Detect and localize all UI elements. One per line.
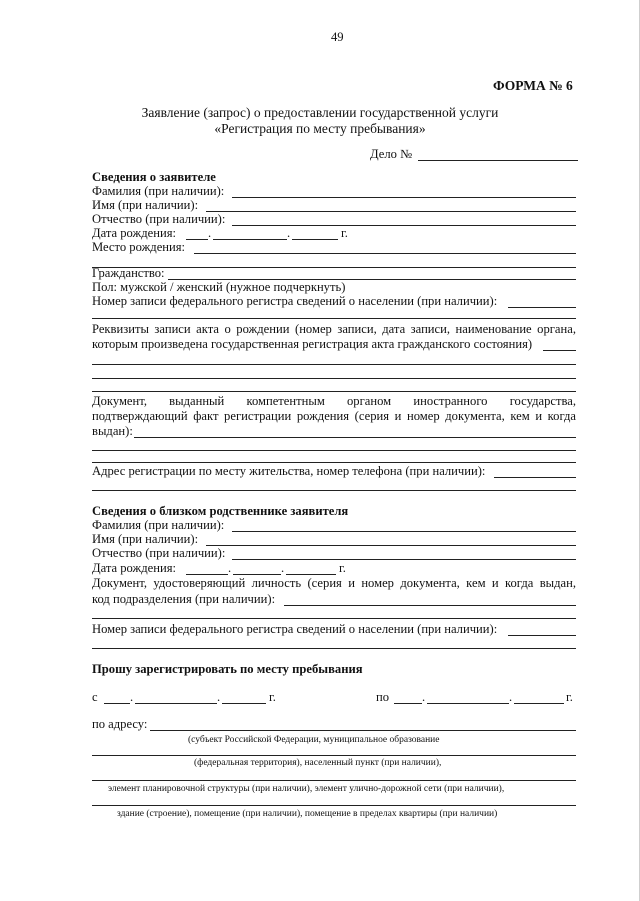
birth-record-field-4[interactable] [92,391,576,392]
address-field-2[interactable] [92,755,576,756]
applicant-birth-place-label: Место рождения: [92,240,186,254]
applicant-name-label: Имя (при наличии): [92,198,199,212]
case-number-field[interactable] [418,160,578,161]
relative-registry-field[interactable] [508,635,576,636]
period-to-label: по [376,690,390,704]
relative-registry-label: Номер записи федерального регистра сведений о населении (при наличии): [92,622,498,636]
applicant-surname-label: Фамилия (при наличии): [92,184,225,198]
relative-id-doc-line1: Документ, удостоверяющий личность (серия и номер документа, кем и когда выдан, [92,576,576,590]
applicant-birth-year-field[interactable] [292,239,338,240]
applicant-patronymic-label: Отчество (при наличии): [92,212,226,226]
period-from-month-field[interactable] [135,703,217,704]
relative-name-label: Имя (при наличии): [92,532,199,546]
applicant-birth-year-suffix: г. [341,226,348,240]
relative-surname-field[interactable] [232,531,576,532]
birth-record-line1: Реквизиты записи акта о рождении (номер записи, дата записи, наименование органа, [92,322,576,336]
applicant-patronymic-field[interactable] [232,225,576,226]
applicant-registry-field-2[interactable] [92,318,576,319]
address-field-1[interactable] [150,730,576,731]
applicant-birth-month-field[interactable] [213,239,287,240]
foreign-doc-field[interactable] [134,437,576,438]
birth-record-field[interactable] [543,350,576,351]
address-hint-2: (федеральная территория), населенный пункт (при наличии), [194,758,442,768]
applicant-sex-label: Пол: мужской / женский (нужное подчеркнуть) [92,280,346,294]
period-to-year-field[interactable] [514,703,564,704]
relative-birth-day-field[interactable] [186,574,228,575]
relative-name-field[interactable] [206,545,576,546]
period-from-year-field[interactable] [222,703,266,704]
relative-patronymic-label: Отчество (при наличии): [92,546,226,560]
applicant-birth-day-field[interactable] [186,239,208,240]
relative-birth-year-suffix: г. [339,561,346,575]
relative-id-doc-field[interactable] [284,605,576,606]
relative-surname-label: Фамилия (при наличии): [92,518,225,532]
form-title-line2: «Регистрация по месту пребывания» [214,121,426,136]
foreign-doc-field-3[interactable] [92,462,576,463]
relative-birth-date-label: Дата рождения: [92,561,176,575]
relative-id-doc-line2: код подразделения (при наличии): [92,592,276,606]
address-hint-1: (субъект Российской Федерации, муниципальное образование [188,735,440,745]
birth-record-line2: которым произведена государственная регистрация акта гражданского состояния) [92,337,533,351]
relative-patronymic-field[interactable] [232,559,576,560]
foreign-doc-line2: подтверждающий факт регистрации рождения (серия и номер документа, кем и когда [92,409,576,423]
address-hint-4: здание (строение), помещение (при наличии), помещение в пределах квартиры (при наличии) [117,809,498,819]
relative-birth-month-field[interactable] [233,574,281,575]
period-from-label: с [92,690,98,704]
address-field-3[interactable] [92,780,576,781]
period-to-year-suffix: г. [566,690,573,704]
period-from-day-field[interactable] [104,703,130,704]
residence-address-field-2[interactable] [92,490,576,491]
birth-record-field-2[interactable] [92,364,576,365]
period-to-month-field[interactable] [427,703,509,704]
applicant-surname-field[interactable] [232,197,576,198]
form-label: ФОРМА № 6 [493,78,573,93]
relative-registry-field-2[interactable] [92,648,576,649]
address-hint-3: элемент планировочной структуры (при наличии), элемент улично-дорожной сети (при наличии), [108,784,505,794]
applicant-registry-label: Номер записи федерального регистра сведений о населении (при наличии): [92,294,498,308]
applicant-citizenship-label: Гражданство: [92,266,165,280]
foreign-doc-line3: выдан): [92,424,133,438]
residence-address-field[interactable] [494,477,576,478]
case-number-label: Дело № [370,147,413,161]
applicant-name-field[interactable] [206,211,576,212]
applicant-birth-date-label: Дата рождения: [92,226,176,240]
foreign-doc-line1: Документ, выданный компетентным органом иностранного государства, [92,394,576,408]
applicant-registry-field[interactable] [508,307,576,308]
residence-address-label: Адрес регистрации по месту жительства, номер телефона (при наличии): [92,464,486,478]
request-heading: Прошу зарегистрировать по месту пребывания [92,662,363,676]
applicant-heading: Сведения о заявителе [92,170,216,184]
applicant-birth-place-field[interactable] [194,253,576,254]
form-title-line1: Заявление (запрос) о предоставлении государственной услуги [141,105,499,120]
relative-heading: Сведения о близком родственнике заявителя [92,504,349,518]
foreign-doc-field-2[interactable] [92,450,576,451]
period-to-day-field[interactable] [394,703,422,704]
address-label: по адресу: [92,717,148,731]
relative-birth-year-field[interactable] [286,574,336,575]
applicant-birth-place-field-2[interactable] [92,267,576,268]
form-page: 49 ФОРМА № 6 Заявление (запрос) о предоставлении государственной услуги «Регистрация по месту пребывания» Дело № Сведения о заявителе Фамилия (при наличии): Имя (при наличии): Отчество (при наличии): Дата рождения: . . г. Место рождения: Гражданство: Пол: мужской / женский (нужное подчеркнуть) Номер записи федерального регистра сведений о населении (при наличии): Реквизиты записи акта о рождении (номер записи, дата записи, наименование органа, которым произведена государственная регистрация акта гражданского состояния) Документ, выданный компетентным органом иностранного государства, подтверждающий факт регистрации рождения (серия и номер документа, кем и когда выдан): Адрес регистрации по месту жительства, номер телефона (при наличии): Сведения о близком родственнике заявителя Фамилия (при наличии): Имя (при наличии): Отчество (при наличии): Дата рождения: . . г. Документ, удостоверяющий личность (серия и номер документа, кем и когда выдан, код подразделения (при наличии): Номер записи федерального регистра сведений о населении (при наличии): Прошу зарегистрировать по месту пребывания с . . г. по . . г. по адресу: (субъект Российской Федерации, муниципальное образование (федеральная территория), населенный пункт (при наличии), элемент планировочной структуры (при наличии), элемент улично-дорожной сети (при наличии), здание (строение), помещение (при наличии), помещение в пределах квартиры (при наличии) [0,0,640,901]
address-field-4[interactable] [92,805,576,806]
birth-record-field-3[interactable] [92,378,576,379]
page-number: 49 [331,30,344,44]
relative-id-doc-field-2[interactable] [92,618,576,619]
period-from-year-suffix: г. [269,690,276,704]
